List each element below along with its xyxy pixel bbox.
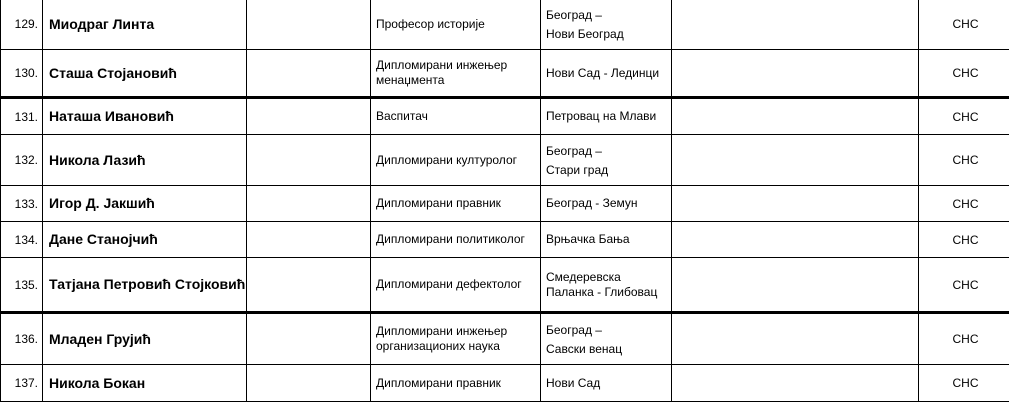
place-line: Нови Сад <box>546 376 671 391</box>
party-cell: СНС <box>919 313 1009 365</box>
place-line: Београд – <box>546 323 671 338</box>
empty-cell <box>672 186 919 222</box>
party-cell: СНС <box>919 186 1009 222</box>
place-cell <box>541 135 672 186</box>
candidate-name: Никола Бокан <box>43 365 247 402</box>
row-number: 135. <box>1 258 43 313</box>
row-number: 136. <box>1 313 43 365</box>
row-number: 137. <box>1 365 43 402</box>
place-line: Смедеревска <box>546 270 671 285</box>
place-cell <box>541 0 672 50</box>
place-line: Нови Београд <box>546 27 671 41</box>
row-number: 131. <box>1 98 43 135</box>
place-cell <box>541 222 672 258</box>
place-line: Савски венац <box>546 342 671 356</box>
party-cell: СНС <box>919 0 1009 50</box>
occupation-cell: Дипломирани правник <box>371 365 541 402</box>
party-cell: СНС <box>919 258 1009 313</box>
empty-cell <box>672 0 919 50</box>
empty-cell <box>247 222 371 258</box>
table-row <box>1 0 1009 50</box>
empty-cell <box>247 186 371 222</box>
row-number: 133. <box>1 186 43 222</box>
occupation-cell: Васпитач <box>371 98 541 135</box>
party-cell: СНС <box>919 222 1009 258</box>
place-line: Београд – <box>546 8 671 23</box>
occupation-cell: Дипломирани дефектолог <box>371 258 541 313</box>
candidate-name: Миодраг Линта <box>43 0 247 50</box>
party-cell: СНС <box>919 98 1009 135</box>
candidate-name: Дане Станојчић <box>43 222 247 258</box>
candidate-name: Наташа Ивановић <box>43 98 247 135</box>
empty-cell <box>247 365 371 402</box>
candidate-name: Игор Д. Јакшић <box>43 186 247 222</box>
empty-cell <box>247 98 371 135</box>
table-row <box>1 98 1009 135</box>
table-row <box>1 258 1009 313</box>
empty-cell <box>672 258 919 313</box>
place-cell <box>541 50 672 98</box>
party-cell: СНС <box>919 135 1009 186</box>
empty-cell <box>247 258 371 313</box>
table-row <box>1 313 1009 365</box>
occupation-cell: Дипломирани културолог <box>371 135 541 186</box>
place-cell <box>541 186 672 222</box>
table-row <box>1 365 1009 402</box>
occupation-cell: Професор историје <box>371 0 541 50</box>
candidate-name: Никола Лазић <box>43 135 247 186</box>
place-cell <box>541 258 672 313</box>
table-row <box>1 222 1009 258</box>
occupation-cell: Дипломирани инжењер организационих наука <box>371 313 541 365</box>
place-line: Нови Сад - Лединци <box>546 66 671 81</box>
party-cell: СНС <box>919 365 1009 402</box>
table-row <box>1 135 1009 186</box>
row-number: 129. <box>1 0 43 50</box>
empty-cell <box>672 313 919 365</box>
place-line: Београд – <box>546 144 671 159</box>
row-number: 134. <box>1 222 43 258</box>
place-cell <box>541 98 672 135</box>
place-line: Петровац на Млави <box>546 109 671 124</box>
occupation-cell: Дипломирани правник <box>371 186 541 222</box>
empty-cell <box>672 365 919 402</box>
place-cell <box>541 313 672 365</box>
empty-cell <box>247 313 371 365</box>
candidate-name: Татјана Петровић Стојковић <box>43 258 247 313</box>
place-line: Паланка - Глибовац <box>546 285 671 300</box>
place-line: Београд - Земун <box>546 196 671 211</box>
place-line: Стари град <box>546 163 671 177</box>
occupation-cell: Дипломирани политиколог <box>371 222 541 258</box>
party-cell: СНС <box>919 50 1009 98</box>
empty-cell <box>672 50 919 98</box>
row-number: 132. <box>1 135 43 186</box>
empty-cell <box>672 135 919 186</box>
occupation-cell: Дипломирани инжењер менаџмента <box>371 50 541 98</box>
place-cell <box>541 365 672 402</box>
empty-cell <box>247 0 371 50</box>
table-row <box>1 50 1009 98</box>
empty-cell <box>247 50 371 98</box>
empty-cell <box>247 135 371 186</box>
candidate-name: Сташа Стојановић <box>43 50 247 98</box>
row-number: 130. <box>1 50 43 98</box>
place-line: Врњачка Бања <box>546 232 671 247</box>
empty-cell <box>672 222 919 258</box>
table-row <box>1 186 1009 222</box>
empty-cell <box>672 98 919 135</box>
candidate-name: Младен Грујић <box>43 313 247 365</box>
